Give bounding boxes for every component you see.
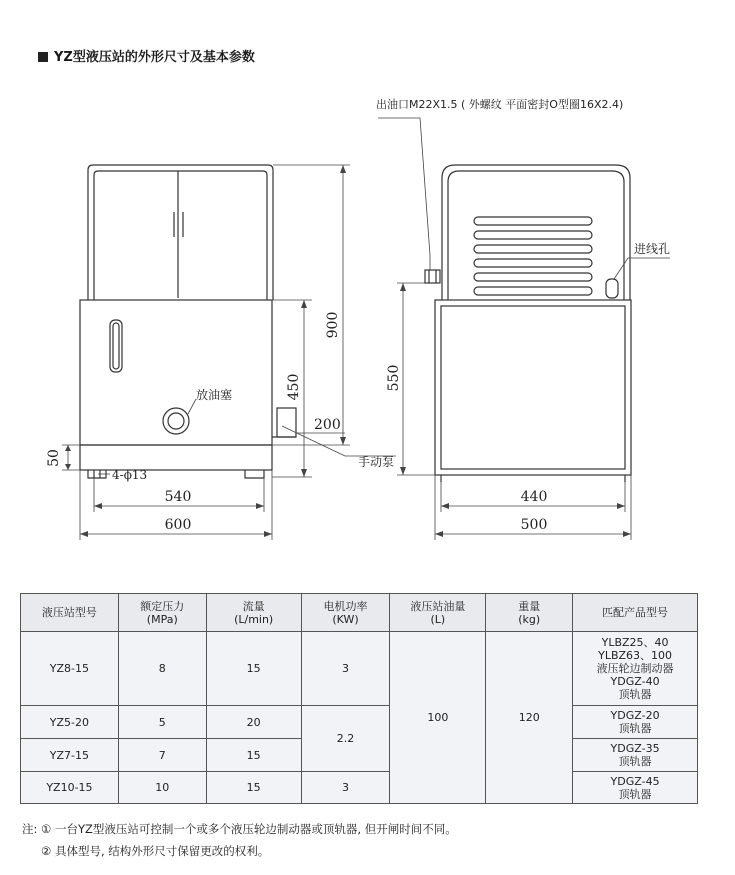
header-weight: 重量 (kg): [486, 594, 573, 632]
outlet-leader: [378, 118, 430, 270]
header-model: 液压站型号: [21, 594, 119, 632]
cell-flow: 15: [206, 772, 301, 804]
dim-200: 200: [314, 417, 341, 433]
table-header-row: [21, 594, 698, 632]
cell-products: YDGZ-45 顶轨器: [573, 772, 698, 804]
cell-products: YDGZ-20 顶轨器: [573, 706, 698, 739]
cell-power: 2.2: [301, 706, 390, 772]
cell-power: 3: [301, 632, 390, 706]
ventilation-louvres: [474, 217, 592, 295]
cell-oil-volume: 100: [390, 632, 486, 804]
cell-products: YLBZ25、40 YLBZ63、100 液压轮边制动器 YDGZ-40 顶轨器: [573, 632, 698, 706]
header-flow: 流量 (L/min): [206, 594, 301, 632]
cell-pressure: 7: [118, 739, 206, 772]
hand-pump-icon: [277, 408, 296, 437]
table-row: [21, 706, 698, 739]
cell-pressure: 5: [118, 706, 206, 739]
cable-hole-label: 进线孔: [634, 242, 671, 256]
dim-900: 900: [325, 311, 341, 339]
page-title-text: YZ型液压站的外形尺寸及基本参数: [54, 50, 255, 65]
spec-table: [20, 593, 698, 804]
cell-model: YZ10-15: [21, 772, 119, 804]
front-base: [80, 445, 272, 470]
sight-glass: [110, 320, 122, 372]
header-products: 匹配产品型号: [573, 594, 698, 632]
header-pressure: 额定压力 (MPa): [118, 594, 206, 632]
dim-550: 550: [386, 364, 402, 392]
dim-540: 540: [164, 489, 192, 505]
note-1: 注: ① 一台YZ型液压站可控制一个或多个液压轮边制动器或顶轨器, 但开闸时间不同。: [22, 822, 457, 836]
hand-pump-label: 手动泵: [358, 455, 395, 469]
bolt-holes-label: 4-ϕ13: [112, 468, 148, 482]
front-cabinet-inner: [94, 171, 267, 300]
cell-flow: 20: [206, 706, 301, 739]
note-2: ② 具体型号, 结构外形尺寸保留更改的权利。: [41, 844, 270, 858]
cell-model: YZ8-15: [21, 632, 119, 706]
dim-600: 600: [164, 517, 192, 533]
dim-440: 440: [520, 489, 548, 505]
side-tank: [435, 300, 631, 475]
outlet-label: 出油口M22X1.5 ( 外螺纹 平面密封O型圈16X2.4): [376, 98, 624, 111]
cell-pressure: 10: [118, 772, 206, 804]
cell-model: YZ5-20: [21, 706, 119, 739]
cell-products: YDGZ-35 顶轨器: [573, 739, 698, 772]
cable-leader: [614, 258, 670, 279]
front-tank: [80, 300, 272, 445]
cell-power: 3: [301, 772, 390, 804]
front-cabinet-frame: [88, 165, 273, 300]
cell-flow: 15: [206, 632, 301, 706]
dim-450: 450: [286, 373, 302, 401]
drain-plug-label: 放油塞: [196, 388, 233, 402]
table-row: [21, 632, 698, 706]
side-frame: [442, 165, 630, 300]
cell-flow: 15: [206, 739, 301, 772]
drain-plug-icon: [163, 408, 189, 434]
cell-weight: 120: [486, 632, 573, 804]
drain-leader: [188, 399, 196, 414]
header-oil-volume: 液压站油量 (L): [390, 594, 486, 632]
cable-hole-icon: [606, 279, 618, 298]
header-power: 电机功率 (KW): [301, 594, 390, 632]
dim-500: 500: [520, 517, 548, 533]
oil-outlet-icon: [425, 270, 440, 283]
table-row: [21, 772, 698, 804]
cell-model: YZ7-15: [21, 739, 119, 772]
cell-pressure: 8: [118, 632, 206, 706]
dim-50: 50: [46, 449, 62, 467]
